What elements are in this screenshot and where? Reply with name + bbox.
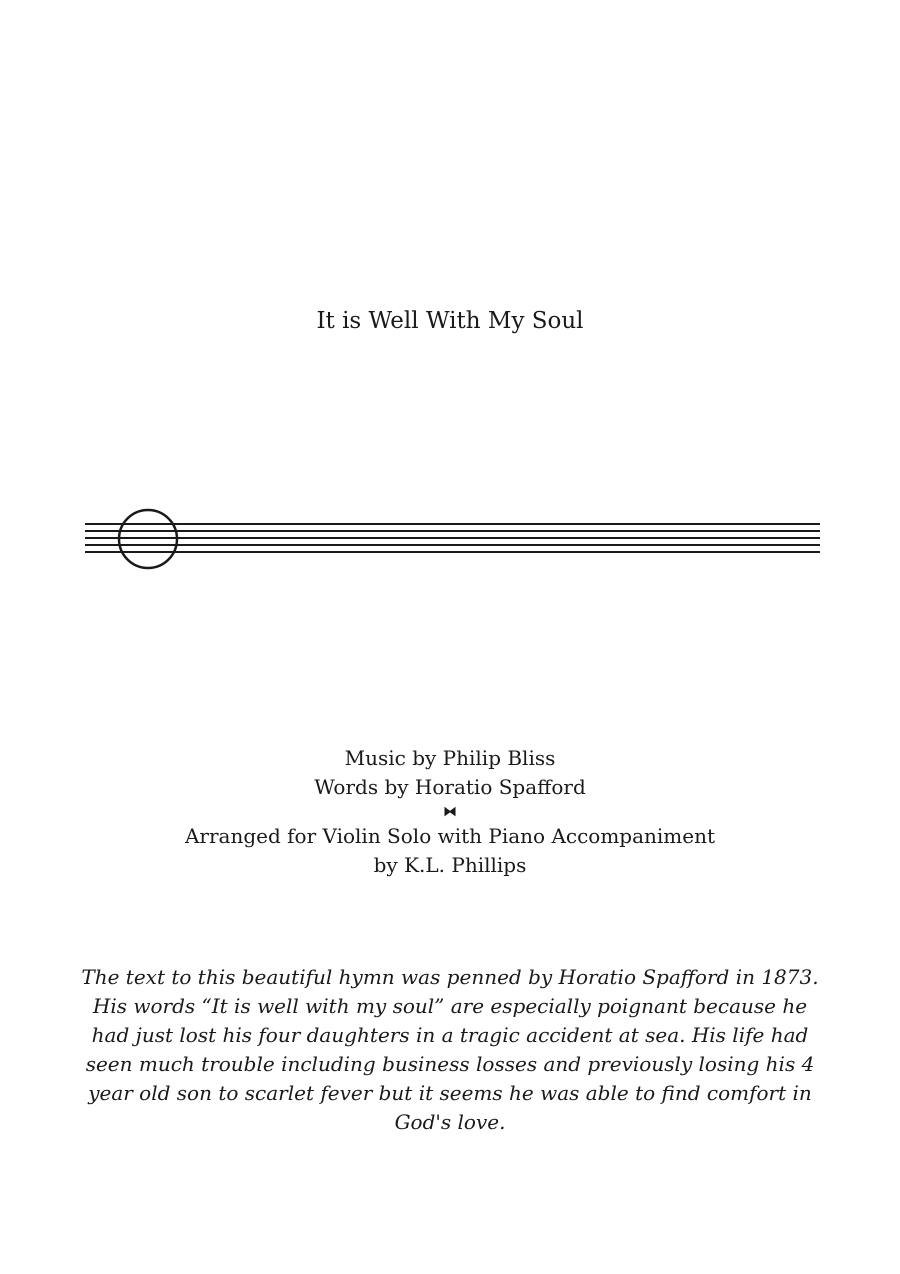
page-title: It is Well With My Soul (316, 308, 584, 334)
credits-block (0, 744, 900, 880)
arranger-credit: by K.L. Phillips (373, 853, 527, 877)
music-credit: Music by Philip Bliss (344, 746, 556, 770)
words-credit: Words by Horatio Spafford (314, 775, 586, 799)
ornament-icon: ⧓ (443, 804, 457, 820)
hymn-description: The text to this beautiful hymn was penned by Horatio Spafford in 1873. His words “It is well with my soul” are especially poignant because he had just lost his four daughters in a tragic accident at sea. His life had seen much trouble including business losses and previously losing his 4 year old son to scarlet fever but it seems he was able to find comfort in God's love. (81, 965, 819, 1134)
staff-with-circle-icon (85, 505, 820, 575)
arrangement-credit: Arranged for Violin Solo with Piano Accompaniment (184, 824, 716, 848)
